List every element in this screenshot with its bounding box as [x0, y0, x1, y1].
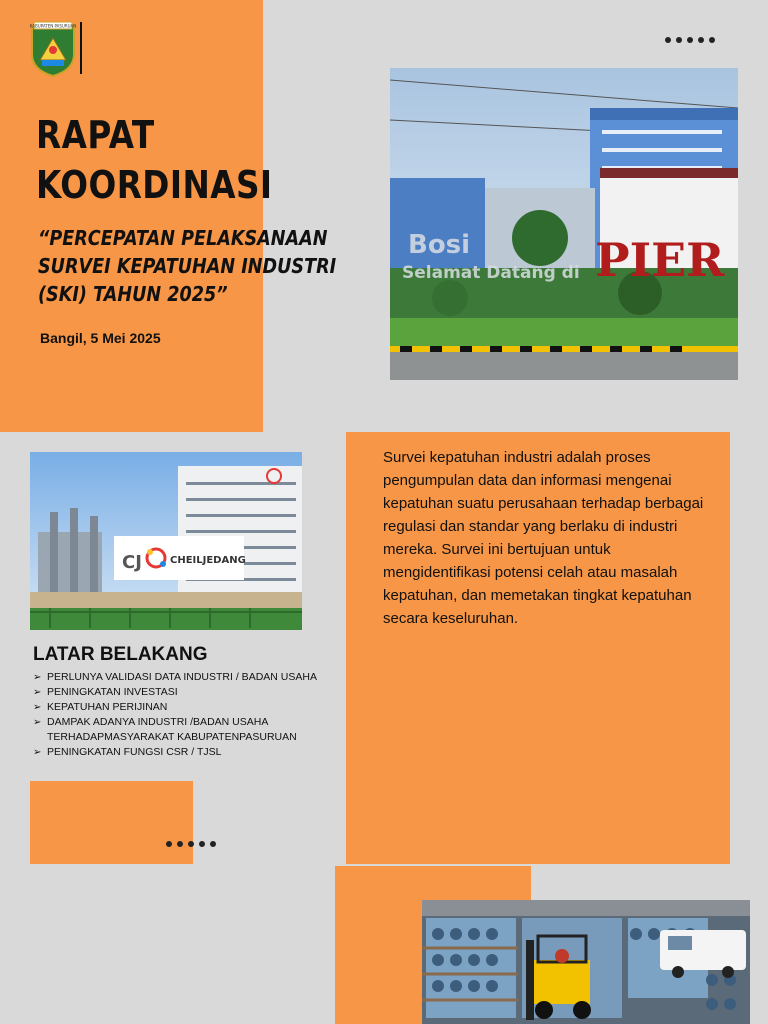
decorative-dots-top — [665, 37, 715, 43]
emblem-divider — [80, 22, 82, 74]
section-heading: LATAR BELAKANG — [33, 644, 208, 665]
photo-industrial-estate — [390, 68, 738, 380]
title-line-2: KOORDINASI — [36, 163, 273, 207]
decorative-block-left — [30, 781, 193, 864]
title-line-1: RAPAT — [36, 113, 155, 157]
emblem-label: KABUPATEN PASURUAN — [29, 23, 77, 29]
decorative-dots-bottom — [166, 841, 216, 847]
description-text: Survei kepatuhan industri adalah proses pengumpulan data dan informasi mengenai kepatuhan suatu perusahaan terhadap berbagai regulasi dan standar yang berlaku di industri mereka. Survei ini bertujuan untuk mengidentifikasi potensi celah atau masalah kepatuhan, dan memetakan tingkat kepatuhan secara keseluruhan. — [383, 449, 704, 627]
photo-factory — [30, 452, 302, 630]
list-item: ➢ KEPATUHAN PERIJINAN — [33, 700, 337, 715]
emblem — [28, 20, 78, 78]
list-item: ➢ PERLUNYA VALIDASI DATA INDUSTRI / BADAN USAHA — [33, 670, 337, 685]
logo-cj: CJ — [122, 552, 142, 573]
background-list — [33, 670, 337, 760]
sign-brand: PIER — [595, 233, 725, 287]
subtitle: “PERCEPATAN PELAKSANAAN SURVEI KEPATUHAN INDUSTRI (SKI) TAHUN 2025” — [38, 226, 337, 306]
list-item: ➢ PENINGKATAN FUNGSI CSR / TJSL — [33, 745, 337, 760]
sign-welcome: Selamat Datang di — [402, 263, 580, 283]
photo-warehouse — [422, 900, 750, 1024]
sign-left: Bosi — [408, 230, 471, 260]
date: Bangil, 5 Mei 2025 — [40, 330, 161, 346]
logo-text: CHEILJEDANG — [170, 555, 246, 566]
list-item: ➢ DAMPAK ADANYA INDUSTRI /BADAN USAHA TERHADAPMASYARAKAT KABUPATENPASURUAN — [33, 715, 337, 745]
list-item: ➢ PENINGKATAN INVESTASI — [33, 685, 337, 700]
page-title — [36, 110, 273, 210]
